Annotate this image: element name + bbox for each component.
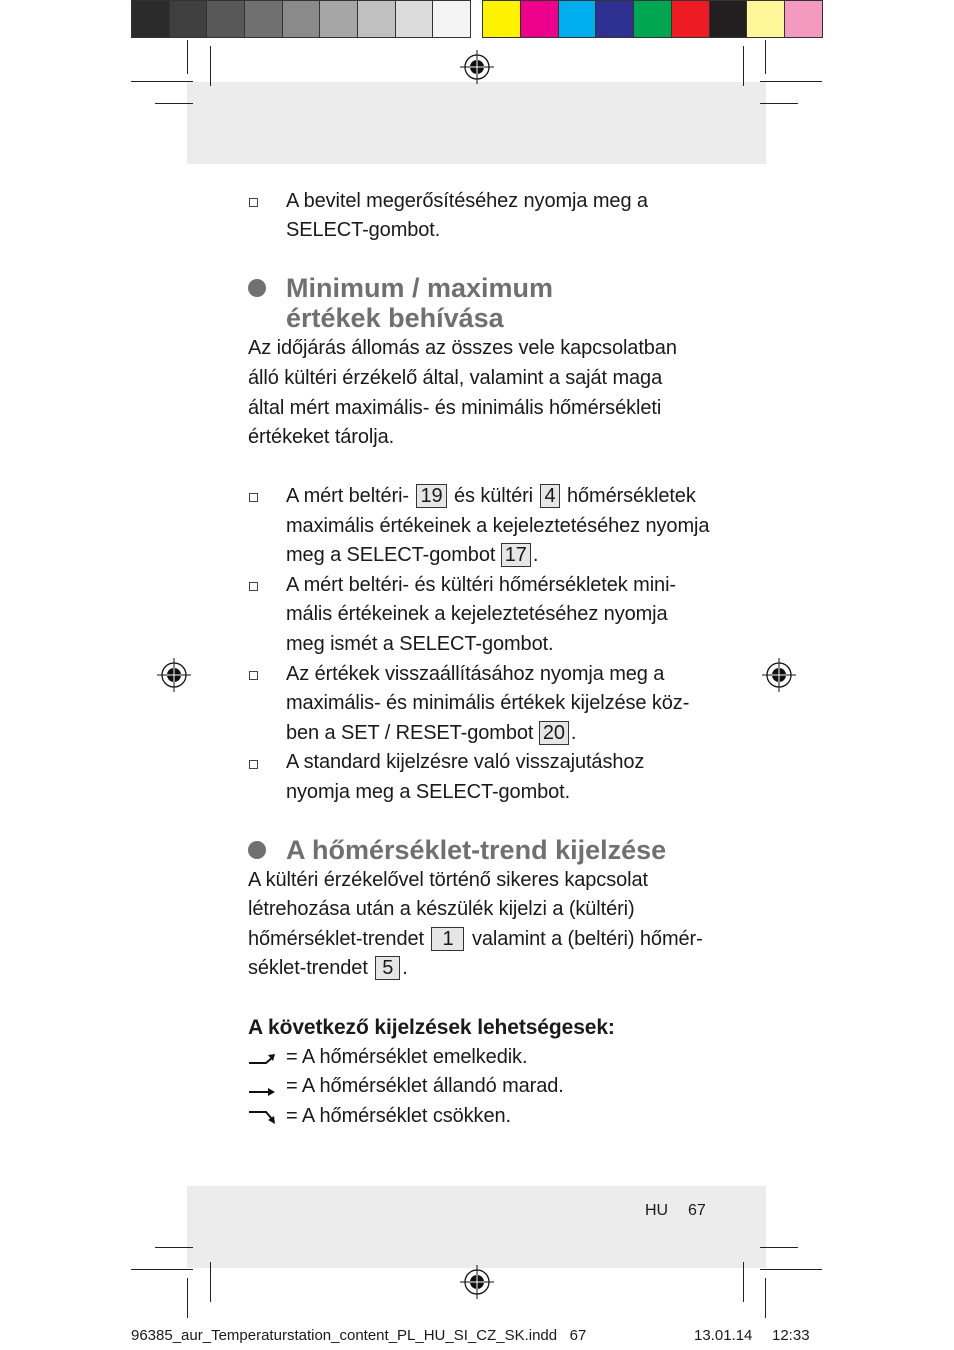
registration-mark-icon xyxy=(460,1265,494,1299)
grey-color-bar xyxy=(131,0,471,38)
crop-mark xyxy=(210,46,211,86)
color-swatch xyxy=(521,1,559,37)
color-swatch xyxy=(283,1,321,37)
crop-mark xyxy=(131,81,193,82)
crop-mark xyxy=(760,1269,822,1270)
section-title: Minimum / maximum xyxy=(286,273,554,303)
trend-text: = A hőmérséklet emelkedik. xyxy=(286,1046,528,1068)
color-swatch xyxy=(483,1,521,37)
section-bullet-icon xyxy=(248,279,266,297)
step-text: maximális- és minimális értékek kijelzése köz- xyxy=(286,692,690,714)
color-swatch xyxy=(747,1,785,37)
section-title: A hőmérséklet-trend kijelzése xyxy=(286,835,667,865)
color-swatch xyxy=(785,1,822,37)
arrow-falling-icon xyxy=(248,1109,276,1127)
crop-mark xyxy=(743,46,744,86)
step-text: Az értékek visszaállításához nyomja meg a xyxy=(286,663,665,685)
crop-mark xyxy=(187,40,188,74)
step-text: meg a SELECT-gombot 17 . xyxy=(286,544,539,566)
registration-mark-icon xyxy=(157,658,191,692)
crop-mark xyxy=(760,103,798,104)
color-swatch xyxy=(634,1,672,37)
reference-number: 20 xyxy=(539,721,569,745)
registration-mark-icon xyxy=(762,658,796,692)
color-swatch xyxy=(396,1,434,37)
subheading: A következő kijelzések lehetségesek: xyxy=(248,1016,615,1039)
intro-text: értékeket tárolja. xyxy=(248,426,395,448)
step-text: maximális értékeinek a kejeleztetéséhez nyomja xyxy=(286,515,710,537)
body-text: A kültéri érzékelővel történő sikeres kapcsolat xyxy=(248,869,648,891)
crop-mark xyxy=(131,1269,193,1270)
crop-mark xyxy=(743,1262,744,1302)
step-text: ben a SET / RESET-gombot 20 . xyxy=(286,722,577,744)
step-text: SELECT-gombot. xyxy=(286,219,441,241)
reference-number: 19 xyxy=(416,484,446,508)
color-swatch xyxy=(207,1,245,37)
step-bullet-icon xyxy=(249,198,258,207)
process-color-bar xyxy=(482,0,823,38)
crop-mark xyxy=(210,1262,211,1302)
color-swatch xyxy=(710,1,748,37)
trend-text: = A hőmérséklet állandó marad. xyxy=(286,1075,564,1097)
page-number: 67 xyxy=(688,1202,706,1219)
section-title: értékek behívása xyxy=(286,303,504,333)
color-swatch xyxy=(358,1,396,37)
slug-time: 12:33 xyxy=(772,1327,810,1344)
trend-text: = A hőmérséklet csökken. xyxy=(286,1105,511,1127)
step-text: mális értékeinek a kejeleztetéséhez nyomja xyxy=(286,603,668,625)
language-code: HU xyxy=(645,1202,669,1219)
slug-date: 13.01.14 xyxy=(694,1327,753,1344)
body-text: hőmérséklet-trendet 1 valamint a (beltéri) hőmér- xyxy=(248,928,703,950)
header-panel xyxy=(187,82,766,164)
step-text: nyomja meg a SELECT-gombot. xyxy=(286,781,571,803)
arrow-steady-icon xyxy=(248,1085,276,1099)
intro-text: Az időjárás állomás az összes vele kapcsolatban xyxy=(248,337,677,359)
color-swatch xyxy=(245,1,283,37)
step-bullet-icon xyxy=(249,582,258,591)
reference-number: 5 xyxy=(375,956,400,980)
crop-mark xyxy=(187,1278,188,1318)
step-bullet-icon xyxy=(249,760,258,769)
crop-mark xyxy=(155,103,193,104)
step-text: A bevitel megerősítéséhez nyomja meg a xyxy=(286,190,648,212)
step-bullet-icon xyxy=(249,671,258,680)
color-swatch xyxy=(672,1,710,37)
intro-text: által mért maximális- és minimális hőmérsékleti xyxy=(248,397,662,419)
crop-mark xyxy=(760,1247,798,1248)
arrow-rising-icon xyxy=(248,1051,276,1067)
crop-mark xyxy=(760,81,822,82)
crop-mark xyxy=(155,1247,193,1248)
step-bullet-icon xyxy=(249,493,258,502)
crop-mark xyxy=(765,1278,766,1318)
registration-mark-icon xyxy=(460,50,494,84)
reference-number: 4 xyxy=(540,484,559,508)
reference-number: 17 xyxy=(501,543,531,567)
body-text: létrehozása után a készülék kijelzi a (kültéri) xyxy=(248,898,635,920)
intro-text: álló kültéri érzékelő által, valamint a saját maga xyxy=(248,367,663,389)
body-text: séklet-trendet 5 . xyxy=(248,957,408,979)
color-swatch xyxy=(170,1,208,37)
reference-number: 1 xyxy=(431,927,464,951)
slug-filename: 96385_aur_Temperaturstation_content_PL_HU_SI_CZ_SK.indd 67 xyxy=(131,1327,587,1344)
color-swatch xyxy=(320,1,358,37)
color-swatch xyxy=(132,1,170,37)
footer-panel xyxy=(187,1186,766,1268)
step-text: A mért beltéri- 19 és kültéri 4 hőmérsékletek xyxy=(286,485,696,507)
step-text: meg ismét a SELECT-gombot. xyxy=(286,633,554,655)
color-swatch xyxy=(596,1,634,37)
color-swatch xyxy=(559,1,597,37)
step-text: A standard kijelzésre való visszajutáshoz xyxy=(286,751,645,773)
section-bullet-icon xyxy=(248,841,266,859)
color-swatch xyxy=(433,1,470,37)
step-text: A mért beltéri- és kültéri hőmérsékletek mini- xyxy=(286,574,676,596)
crop-mark xyxy=(765,40,766,74)
